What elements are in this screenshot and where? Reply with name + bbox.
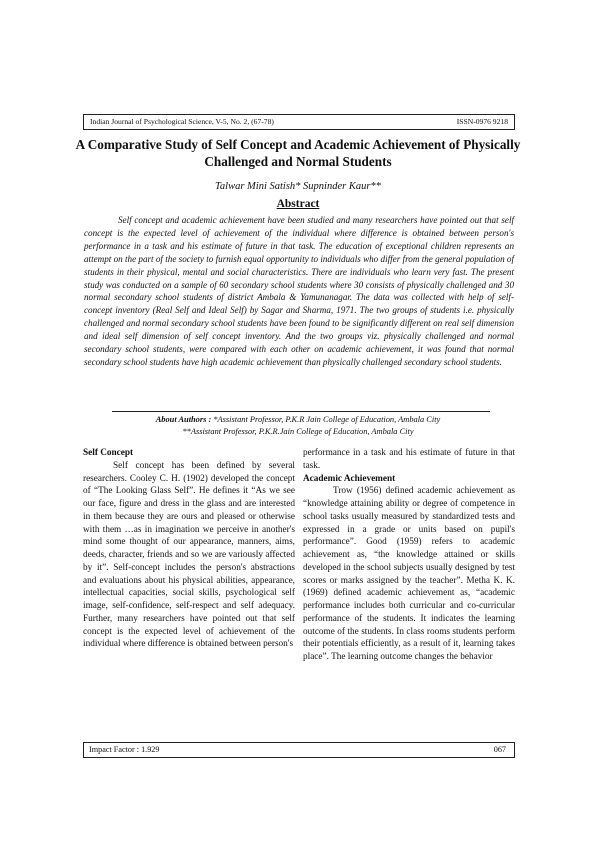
right-column [303, 447, 515, 664]
section-heading-self-concept: Self Concept [83, 448, 134, 458]
left-column [83, 447, 295, 651]
page-footer [83, 742, 515, 758]
page-number: 067 [493, 745, 506, 754]
section-divider [112, 411, 490, 412]
paper-title: A Comparative Study of Self Concept and Academic Achievement of Physically Challenged and Normal Students [75, 137, 521, 169]
about-authors [70, 414, 526, 438]
continuation-text: performance in a task and his estimate of future in that task. [303, 448, 515, 471]
section-heading-academic-achievement: Academic Achievement [303, 473, 396, 484]
about-authors-label: About Authors : [155, 415, 212, 424]
academic-achievement-paragraph: Trow (1956) defined academic achievement as “knowledge attaining ability or degree of competence in school tasks usually measured by standardized tests and expressed in a grade or units based on pupil's performance”. Good (1959) refers to academic achievement as, “the knowledge attained or skills developed in the school subjects usually designed by test scores or marks assigned by the teacher”. Metha K. K. (1969) defined academic achievement as, “academic performance includes both curricular and co-curricular performance of the students. It indicates the learning outcome of the students. In class rooms students perform their potentials efficiently, as a result of it, learning takes place”. The learning outcome changes the behavior [303, 486, 515, 662]
abstract-heading: Abstract [276, 198, 320, 210]
journal-header [83, 114, 515, 130]
issn-number: ISSN-0976 9218 [456, 117, 508, 126]
impact-factor: Impact Factor : 1.929 [89, 745, 160, 754]
self-concept-paragraph: Self concept has been defined by several researchers. Cooley C. H. (1902) developed the concept of “The Looking Glass Self”. He defines it “As we see our face, figure and dress in the glass and are interested in them because they are ours and pleased or otherwise with them …as in imagination we perceive in another's mind some thought of our appearance, manners, aims, deeds, character, friends and so we are variously affected by it”. Self-concept includes the person's abstractions and evaluations about his physical abilities, appearance, intellectual capacities, social skills, psychological self image, self-confidence, self-respect and self adequacy. Further, many researchers have pointed out that self concept is the expected level of achievement of the individual where difference is obtained between person's [83, 460, 295, 650]
journal-citation: Indian Journal of Psychological Science, V-5, No. 2, (67-78) [90, 117, 274, 126]
author-names: Talwar Mini Satish* Supninder Kaur** [215, 181, 381, 192]
author-affiliation-1: *Assistant Professor, P.K.R Jain College of Education, Ambala City [213, 415, 441, 424]
abstract-text: Self concept and academic achievement have been studied and many researchers have pointed out that self concept is the expected level of achievement of the individual where difference is obtained between person's performance in a task and his estimate of future in that task. The education of exceptional children represents an attempt on the part of the society to furnish equal opportunity to individuals who differ from the general population of students in their physical, mental and social characteristics. There are individuals who learn very fast. The present study was conducted on a sample of 60 secondary school students where 30 consists of physically challenged and 30 normal secondary school students of district Ambala & Yamunanagar. The data was collected with help of self-concept inventory (Real Self and Ideal Self) by Sagar and Sharma, 1971. The two groups of students i.e. physically challenged and normal secondary school students have been found to be significantly different on real self dimension and ideal self dimension of self concept inventory. And the two groups viz. physically challenged and normal secondary school students, were compared with each other on academic achievement, it was found that normal secondary school students have high academic achievement than physically challenged secondary school students. [84, 215, 514, 367]
author-affiliation-2: **Assistant Professor, P.K.R.Jain College of Education, Ambala City [182, 427, 414, 436]
